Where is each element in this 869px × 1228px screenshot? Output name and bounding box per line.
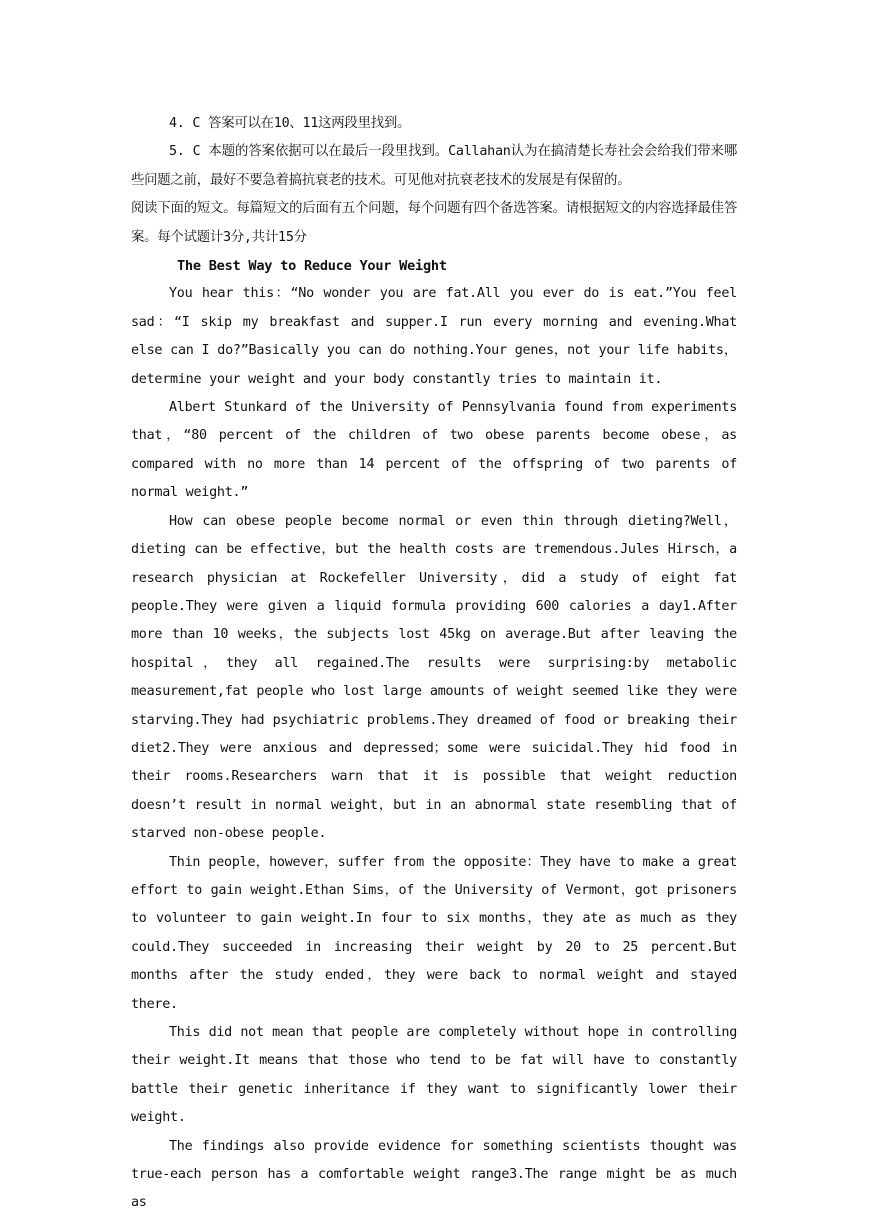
article-paragraph-1: You hear this：“No wonder you are fat.All you ever do is eat.”You feel sad：“I skip my breakfast and supper.I run every morning and evening.What else can I do?”Basically you can do nothing.Your genes，not your life habits，determine your weight and your body constantly tries to maintain it. (131, 286, 737, 387)
article-paragraph-5: This did not mean that people are completely without hope in controlling their weight.It means that those who tend to be fat will have to constantly battle their genetic inheritance if they want to significantly lower their weight. (131, 1025, 737, 1126)
article-paragraph-6: The findings also provide evidence for something scientists thought was true-each person has a comfortable weight range3.The range might be as much as (131, 1138, 737, 1211)
article-title: The Best Way to Reduce Your Weight (177, 258, 447, 275)
article-paragraph-4: Thin people，however，suffer from the opposite：They have to make a great effort to gain weight.Ethan Sims，of the University of Vermont，got prisoners to volunteer to gain weight.In four to six months，they ate as much as they could.They succeeded in increasing their weight by 20 to 25 percent.But months after the study ended，they were back to normal weight and stayed there. (131, 854, 737, 1012)
answer-explanation-5: 5. C 本题的答案依据可以在最后一段里找到。Callahan认为在搞清楚长寿社会会给我们带来哪些问题之前，最好不要急着搞抗衰老的技术。可见他对抗衰老技术的发展是有保留的。 (131, 144, 737, 188)
document-page (131, 110, 737, 1218)
article-paragraph-3: How can obese people become normal or even thin through dieting?Well，dieting can be effective，but the health costs are tremendous.Jules Hirsch，a research physician at Rockefeller University，did a study of eight fat people.They were given a liquid formula providing 600 calories a day1.After more than 10 weeks，the subjects lost 45kg on average.But after leaving the hospital，they all regained.The results were surprising:by metabolic measurement,fat people who lost large amounts of weight seemed like they were starving.They had psychiatric problems.They dreamed of food or breaking their diet2.They were anxious and depressed；some were suicidal.They hid food in their rooms.Researchers warn that it is possible that weight reduction doesn’t result in normal weight，but in an abnormal state resembling that of starved non-obese people. (131, 513, 737, 842)
reading-instructions: 阅读下面的短文。每篇短文的后面有五个问题，每个问题有四个备选答案。请根据短文的内容选择最佳答案。每个试题计3分,共计15分 (131, 201, 737, 245)
answer-explanation-4: 4. C 答案可以在10、11这两段里找到。 (169, 116, 411, 131)
article-paragraph-2: Albert Stunkard of the University of Pennsylvania found from experiments that，“80 percent of the children of two obese parents become obese，as compared with no more than 14 percent of the offspring of two parents of normal weight.” (131, 400, 737, 501)
